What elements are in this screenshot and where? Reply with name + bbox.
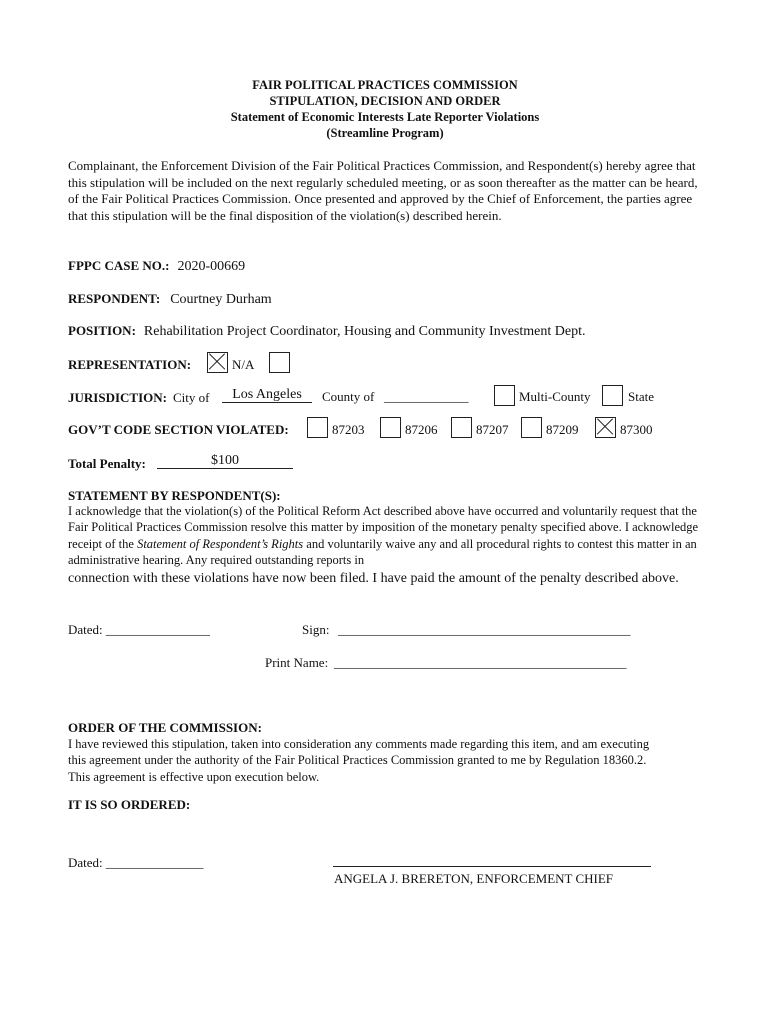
sign-line[interactable]: _____________________________________________	[338, 622, 631, 637]
code-87203-label: 87203	[332, 422, 365, 437]
enforcement-chief-signature-line[interactable]	[333, 866, 651, 867]
code-87209-label: 87209	[546, 422, 579, 437]
representation-na-label: N/A	[232, 357, 255, 372]
position-label: POSITION:	[68, 323, 136, 338]
so-ordered-label: IT IS SO ORDERED:	[68, 797, 191, 812]
state-checkbox[interactable]	[602, 385, 623, 406]
code-87209-checkbox[interactable]	[521, 417, 542, 438]
intro-paragraph: Complainant, the Enforcement Division of the Fair Political Practices Commission, and Respondent(s) hereby agree that this stipulation will be included on the next regularly scheduled meeting, or as soon thereafter as the matter can be heard, of the Fair Political Practices Commission. Once presented and approved by the Chief of Enforcement, the parties agree that this stipulation will be the final disposition of the violation(s) described herein.	[68, 158, 698, 223]
statement-heading: STATEMENT BY RESPONDENT(S):	[68, 488, 281, 503]
header-title: FAIR POLITICAL PRACTICES COMMISSION	[252, 78, 518, 92]
code-87207-label: 87207	[476, 422, 509, 437]
header-statement-type: Statement of Economic Interests Late Reporter Violations	[230, 110, 540, 124]
county-label: County of	[322, 389, 375, 404]
order-text: I have reviewed this stipulation, taken into consideration any comments made regarding this item, and am executing this agreement under the authority of the Fair Political Practices Commission granted to me by Regulation 18360.2. This agreement is effective upon execution below.	[68, 737, 650, 784]
enforcement-chief-name: ANGELA J. BRERETON, ENFORCEMENT CHIEF	[334, 871, 614, 886]
jurisdiction-row	[68, 389, 209, 407]
respondent-row	[68, 290, 272, 308]
jurisdiction-label: JURISDICTION:	[68, 390, 167, 405]
order-dated-field[interactable]: Dated: _______________	[68, 855, 204, 870]
code-87206-checkbox[interactable]	[380, 417, 401, 438]
code-87207-checkbox[interactable]	[451, 417, 472, 438]
header-subtitle: STIPULATION, DECISION AND ORDER	[269, 94, 501, 108]
multi-county-label: Multi-County	[519, 389, 591, 404]
respondent-value[interactable]: Courtney Durham	[170, 292, 272, 307]
order-heading: ORDER OF THE COMMISSION:	[68, 720, 262, 735]
gov-code-label: GOV’T CODE SECTION VIOLATED:	[68, 422, 289, 437]
header-program: (Streamline Program)	[326, 126, 444, 140]
code-87300-checkbox[interactable]	[595, 417, 616, 438]
statement-text: I acknowledge that the violation(s) of the Political Reform Act described above have occurred and voluntarily request that the Fair Political Practices Commission resolve this matter by imposition of the monetary penalty specified above. I acknowledge receipt of the Statement of Respondent’s Rights and voluntarily waive any and all procedural rights to contest this matter in an administrative hearing. Any required outstanding reports in	[68, 504, 699, 567]
print-name-label: Print Name:	[265, 655, 329, 670]
code-87203-checkbox[interactable]	[307, 417, 328, 438]
position-value[interactable]: Rehabilitation Project Coordinator, Housing and Community Investment Dept.	[143, 324, 586, 339]
case-label: FPPC CASE NO.:	[68, 258, 170, 273]
penalty-label: Total Penalty:	[68, 456, 146, 471]
case-row	[68, 257, 245, 275]
city-label: City of	[172, 390, 210, 405]
sign-label: Sign:	[302, 622, 330, 637]
print-name-line[interactable]: _____________________________________________	[334, 655, 627, 670]
code-87206-label: 87206	[405, 422, 438, 437]
statement-text-continued: connection with these violations have now been filed. I have paid the amount of the penalty described above.	[68, 571, 679, 586]
representation-other-checkbox[interactable]	[269, 352, 290, 373]
city-value[interactable]: Los Angeles	[222, 387, 312, 403]
case-number-value[interactable]: 2020-00669	[177, 259, 246, 274]
penalty-value[interactable]: $100	[157, 453, 293, 469]
respondent-label: RESPONDENT:	[68, 291, 161, 306]
representation-label: REPRESENTATION:	[68, 357, 192, 372]
code-87300-label: 87300	[620, 422, 653, 437]
county-blank[interactable]: _____________	[384, 389, 469, 404]
position-row	[68, 322, 585, 340]
representation-na-checkbox[interactable]	[207, 352, 228, 373]
multi-county-checkbox[interactable]	[494, 385, 515, 406]
state-label: State	[628, 389, 654, 404]
respondent-dated-field[interactable]: Dated: ________________	[68, 622, 210, 637]
